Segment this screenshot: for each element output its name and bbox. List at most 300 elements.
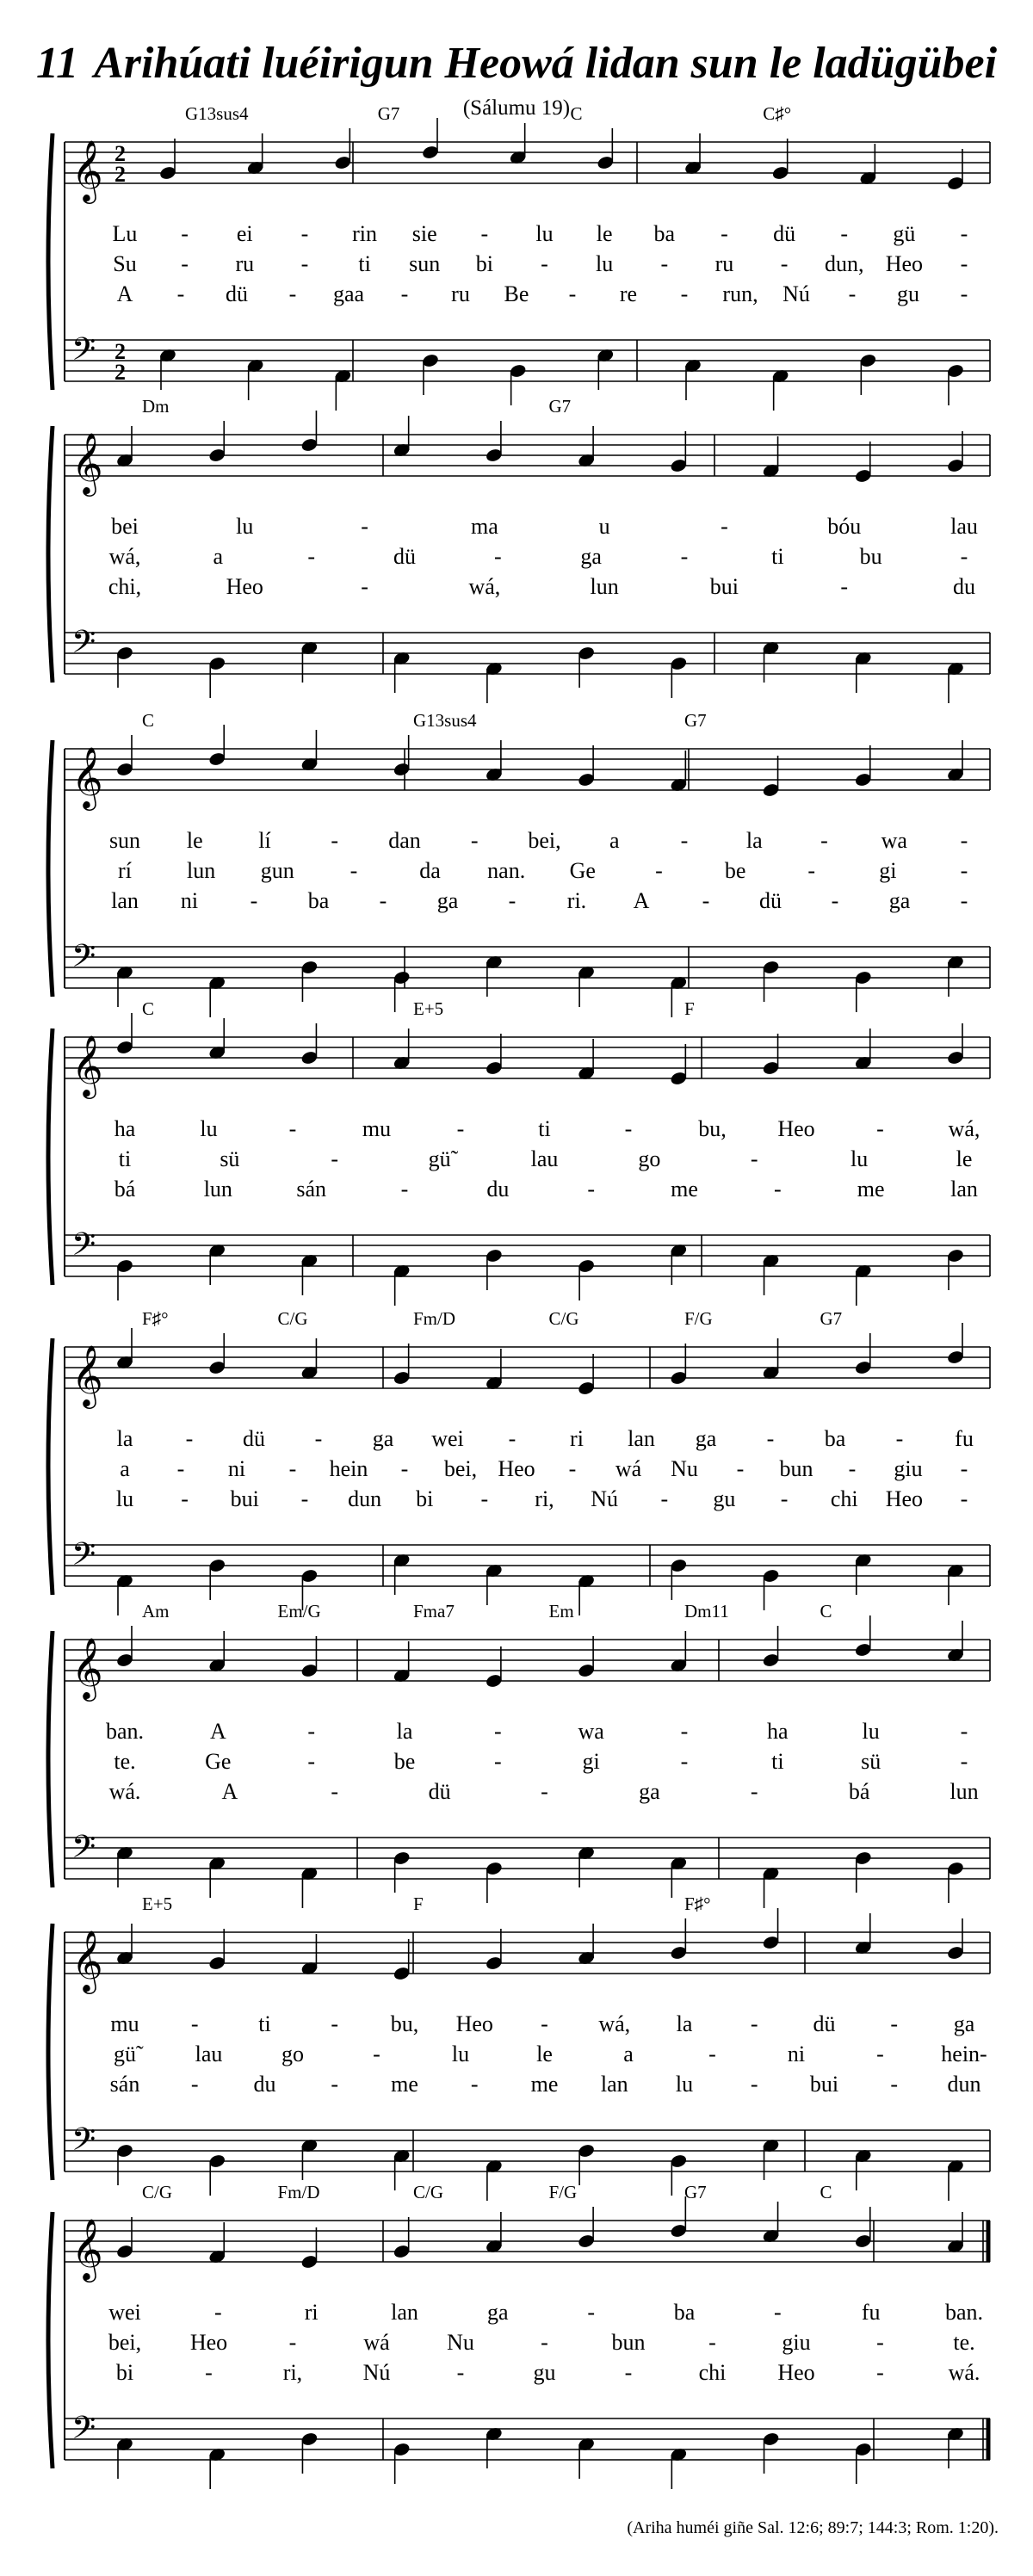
lyric-syllable: -	[587, 1177, 596, 1202]
lyric-syllable: ga	[888, 888, 911, 913]
lyric-syllable: -	[780, 251, 789, 276]
lyric-syllable: wá,	[468, 574, 501, 599]
lyric-syllable: da	[419, 858, 441, 883]
lyric-syllable: -	[840, 221, 849, 246]
lyric-syllable: lu	[115, 1486, 134, 1511]
lyric-syllable: ti	[771, 1749, 784, 1774]
chord-symbol: C/G	[413, 2182, 444, 2202]
lyric-syllable: -	[960, 1749, 968, 1774]
lyric-syllable: ti	[538, 1116, 551, 1141]
lyric-syllable: ba	[653, 221, 676, 246]
lyric-syllable: u	[598, 514, 610, 539]
lyric-syllable: -	[307, 1719, 316, 1744]
system-bracket	[48, 426, 53, 683]
lyric-syllable: bun	[779, 1456, 813, 1481]
lyric-syllable: bui	[809, 2072, 839, 2097]
lyric-syllable: Heo	[885, 251, 924, 276]
lyric-syllable: fu	[955, 1426, 974, 1451]
chord-symbol: Dm11	[684, 1601, 729, 1622]
lyric-syllable: bá	[114, 1177, 136, 1202]
lyric-syllable: lan	[950, 1177, 978, 1202]
lyric-syllable: -	[848, 281, 857, 306]
lyric-syllable: -	[379, 888, 387, 913]
lyric-syllable: wá	[363, 2330, 390, 2355]
lyric-syllable: -	[314, 1426, 323, 1451]
chord-symbol: C	[142, 710, 155, 731]
lyric-syllable: re	[619, 281, 638, 306]
lyric-syllable: bui	[709, 574, 739, 599]
lyric-syllable: be	[724, 858, 746, 883]
lyric-syllable: ga	[953, 2011, 975, 2036]
lyric-syllable: -	[831, 888, 839, 913]
lyric-syllable: -	[960, 1486, 968, 1511]
lyric-syllable: Nú	[591, 1486, 619, 1511]
lyric-syllable: ni	[227, 1456, 246, 1481]
lyric-syllable: lu	[675, 2072, 694, 2097]
lyric-syllable: Heo	[777, 1116, 815, 1141]
lyric-syllable: wá.	[108, 1779, 141, 1804]
system-bracket	[48, 1631, 53, 1887]
lyric-syllable: sun	[108, 828, 141, 853]
lyric-syllable: lun	[203, 1177, 232, 1202]
lyric-syllable: -	[480, 1486, 489, 1511]
lyric-syllable: gü	[893, 221, 916, 246]
lyric-syllable: wei	[108, 2300, 141, 2325]
lyric-syllable: ba	[673, 2300, 696, 2325]
lyric-syllable: ti	[771, 544, 784, 569]
lyric-syllable: -	[213, 2300, 222, 2325]
lyric-syllable: le	[186, 828, 203, 853]
lyric-syllable: lu	[596, 251, 614, 276]
lyric-syllable: -	[349, 858, 358, 883]
lyric-syllable: Heo	[455, 2011, 493, 2036]
lyric-syllable: -	[176, 1456, 185, 1481]
lyric-syllable: -	[766, 1426, 775, 1451]
lyric-syllable: Nu	[671, 1456, 698, 1481]
lyric-syllable: bi	[475, 251, 493, 276]
chord-symbol: F	[684, 998, 695, 1019]
lyric-syllable: ti	[258, 2011, 271, 2036]
lyric-syllable: ri.	[566, 888, 587, 913]
lyric-syllable: -	[288, 281, 297, 306]
lyric-syllable: run,	[722, 281, 758, 306]
song-subtitle: (Sálumu 19)	[462, 96, 571, 120]
lyric-syllable: -	[288, 1116, 297, 1141]
lyric-syllable: lu	[236, 514, 254, 539]
lyric-syllable: Ge	[205, 1749, 232, 1774]
bass-clef: 𝄢	[71, 625, 96, 667]
lyric-syllable: -	[456, 2360, 465, 2385]
lyric-syllable: dan	[388, 828, 421, 853]
lyric-syllable: -	[568, 1456, 577, 1481]
lyric-syllable: lu	[451, 2042, 470, 2066]
lyric-syllable: me	[530, 2072, 559, 2097]
lyric-syllable: -	[660, 251, 669, 276]
lyric-syllable: -	[960, 1456, 968, 1481]
chord-symbol: G7	[820, 1308, 843, 1329]
lyric-syllable: du	[953, 574, 975, 599]
lyric-syllable: bei	[111, 514, 139, 539]
lyric-syllable: -	[890, 2011, 899, 2036]
song-number: 11	[35, 39, 79, 88]
chord-symbol: Em	[548, 1601, 574, 1622]
lyric-syllable: Su	[113, 251, 137, 276]
chord-symbol: C/G	[142, 2182, 173, 2202]
lyric-syllable: gu	[533, 2360, 556, 2385]
lyric-syllable: -	[541, 251, 548, 276]
lyric-syllable: lau	[530, 1146, 559, 1171]
lyric-syllable: -	[750, 1146, 758, 1171]
lyric-syllable: -	[250, 888, 258, 913]
lyric-syllable: -	[840, 574, 849, 599]
lyric-syllable: -	[181, 251, 189, 276]
lyric-syllable: -	[470, 828, 479, 853]
lyric-syllable: a	[609, 828, 620, 853]
lyric-syllable: dun	[348, 1486, 382, 1511]
lyric-syllable: Heo	[189, 2330, 228, 2355]
chord-symbol: G7	[377, 103, 400, 124]
lyric-syllable: lu	[851, 1146, 869, 1171]
treble-clef: 𝄞	[71, 1347, 103, 1405]
lyric-syllable: lun	[590, 574, 619, 599]
lyric-syllable: -	[181, 221, 189, 246]
lyric-syllable: A	[116, 281, 133, 306]
lyric-syllable: la	[676, 2011, 693, 2036]
lyric-syllable: -	[400, 281, 409, 306]
lyric-syllable: lu	[535, 221, 554, 246]
lyric-syllable: ru	[235, 251, 255, 276]
bass-clef: 𝄢	[71, 1227, 96, 1269]
lyric-syllable: la	[396, 1719, 413, 1744]
lyric-syllable: -	[493, 1749, 502, 1774]
chord-symbol: G7	[684, 710, 707, 731]
lyric-syllable: bu,	[698, 1116, 727, 1141]
lyric-syllable: lu	[200, 1116, 218, 1141]
lyric-syllable: -	[780, 1486, 789, 1511]
lyric-syllable: te.	[114, 1749, 136, 1774]
lyric-syllable: -	[508, 1426, 516, 1451]
lyric-syllable: go	[638, 1146, 661, 1171]
lyric-syllable: -	[205, 2360, 213, 2385]
lyric-syllable: nan.	[487, 858, 526, 883]
lyric-syllable: bá	[848, 1779, 870, 1804]
lyric-syllable: ri,	[535, 1486, 554, 1511]
lyric-syllable: -	[960, 221, 968, 246]
chord-symbol: G13sus4	[413, 710, 477, 731]
lyric-syllable: ti	[358, 251, 371, 276]
time-signature-top: 2	[114, 141, 126, 166]
chord-symbol: Fma7	[413, 1601, 455, 1622]
scripture-footnote: (Ariha huméi giñe Sal. 12:6; 89:7; 144:3; Rom. 1:20).	[627, 2518, 999, 2537]
chord-symbol: G13sus4	[185, 103, 249, 124]
lyric-syllable: -	[331, 2011, 339, 2036]
lyric-syllable: mu	[110, 2011, 139, 2036]
lyric-syllable: dü	[813, 2011, 836, 2036]
lyric-syllable: -	[680, 1719, 689, 1744]
lyric-syllable: -	[680, 281, 689, 306]
lyric-syllable: -	[300, 251, 309, 276]
lyric-syllable: hein	[329, 1456, 368, 1481]
treble-clef: 𝄞	[71, 1640, 103, 1698]
lyric-syllable: -	[848, 1456, 857, 1481]
chord-symbol: F♯°	[142, 1308, 169, 1329]
bass-clef: 𝄢	[71, 2122, 96, 2165]
lyric-syllable: -	[624, 2360, 633, 2385]
lyric-syllable: -	[680, 1749, 689, 1774]
lyric-syllable: lan	[391, 2300, 418, 2325]
lyric-syllable: Lu	[112, 221, 138, 246]
lyric-syllable: -	[176, 281, 185, 306]
lyric-syllable: wa	[578, 1719, 604, 1744]
chord-symbol: G7	[684, 2182, 707, 2202]
lyric-syllable: ga	[487, 2300, 509, 2325]
chord-symbol: C	[142, 998, 155, 1019]
lyric-syllable: -	[960, 858, 968, 883]
lyric-syllable: -	[960, 888, 968, 913]
lyric-syllable: ei	[236, 221, 253, 246]
lyric-syllable: me	[671, 1177, 698, 1202]
treble-clef: 𝄞	[71, 142, 103, 201]
lyric-syllable: -	[508, 888, 516, 913]
lyric-syllable: te.	[953, 2330, 975, 2355]
lyric-syllable: -	[493, 544, 502, 569]
chord-symbol: Am	[142, 1601, 170, 1622]
time-signature-bottom: 2	[114, 162, 126, 187]
chord-symbol: C	[570, 103, 583, 124]
lyric-syllable: la	[116, 1426, 133, 1451]
lyric-syllable: ma	[470, 514, 498, 539]
lyric-syllable: -	[361, 574, 368, 599]
lyric-syllable: ni	[787, 2042, 806, 2066]
chord-symbol: C♯°	[763, 103, 792, 124]
lyric-syllable: dü	[243, 1426, 265, 1451]
lyric-syllable: Heo	[885, 1486, 924, 1511]
lyric-syllable: go	[281, 2042, 304, 2066]
lyric-syllable: a	[623, 2042, 634, 2066]
lyric-syllable: -	[660, 1486, 669, 1511]
lyric-syllable: lan	[600, 2072, 628, 2097]
lyric-syllable: ri,	[282, 2360, 303, 2385]
lyric-syllable: wa	[881, 828, 907, 853]
lyric-syllable: -	[750, 1779, 758, 1804]
lyric-syllable: gun	[260, 858, 294, 883]
chord-symbol: F♯°	[684, 1893, 711, 1914]
lyric-syllable: mu	[362, 1116, 392, 1141]
treble-clef: 𝄞	[71, 749, 103, 807]
lyric-syllable: bui	[230, 1486, 259, 1511]
treble-clef: 𝄞	[71, 435, 103, 493]
lyric-syllable: wá	[615, 1456, 642, 1481]
lyric-syllable: -	[400, 1456, 409, 1481]
treble-clef: 𝄞	[71, 2221, 103, 2279]
lyric-syllable: lí	[258, 828, 271, 853]
lyric-syllable: ban.	[944, 2300, 984, 2325]
lyric-syllable: -	[890, 2072, 899, 2097]
system-bracket	[48, 1029, 53, 1285]
lyric-syllable: -	[773, 2300, 782, 2325]
system-3	[48, 710, 990, 1017]
lyric-syllable: -	[736, 1456, 745, 1481]
lyric-syllable: -	[876, 2042, 884, 2066]
lyric-syllable: -	[331, 1779, 339, 1804]
lyric-syllable: -	[876, 2360, 884, 2385]
lyric-syllable: chi	[698, 2360, 727, 2385]
lyric-syllable: lan	[628, 1426, 655, 1451]
system-1	[48, 103, 990, 411]
lyric-syllable: A	[209, 1719, 226, 1744]
lyric-syllable: bei,	[528, 828, 561, 853]
lyric-syllable: -	[190, 2011, 199, 2036]
lyric-syllable: le	[536, 2042, 553, 2066]
chord-symbol: C/G	[277, 1308, 308, 1329]
lyric-syllable: ga	[639, 1779, 660, 1804]
bass-clef: 𝄢	[71, 1537, 96, 1579]
lyric-syllable: chi	[830, 1486, 858, 1511]
lyric-syllable: bei,	[108, 2330, 142, 2355]
lyric-syllable: rí	[118, 858, 132, 883]
lyric-syllable: lan	[111, 888, 139, 913]
lyric-syllable: -	[750, 2072, 758, 2097]
lyric-syllable: -	[960, 1719, 968, 1744]
chord-symbol: Fm/D	[277, 2182, 320, 2202]
lyric-syllable: -	[960, 281, 968, 306]
lyric-syllable: giu	[894, 1456, 923, 1481]
lyric-syllable: A	[633, 888, 650, 913]
lyric-syllable: ri	[304, 2300, 319, 2325]
lyric-syllable: sie	[411, 221, 437, 246]
lyric-syllable: fu	[861, 2300, 881, 2325]
chord-symbol: Fm/D	[413, 1308, 456, 1329]
lyric-syllable: wei	[431, 1426, 464, 1451]
lyric-syllable: Heo	[226, 574, 263, 599]
system-bracket	[48, 2212, 53, 2468]
lyric-syllable: ba	[307, 888, 330, 913]
lyric-syllable: ha	[767, 1719, 789, 1744]
lyric-syllable: -	[680, 828, 689, 853]
lyric-syllable: -	[181, 1486, 189, 1511]
lyric-syllable: -	[541, 1779, 548, 1804]
time-signature-bottom: 2	[114, 360, 126, 385]
lyric-syllable: gu	[713, 1486, 736, 1511]
treble-clef: 𝄞	[71, 1037, 103, 1096]
bass-clef: 𝄢	[71, 332, 96, 374]
lyric-syllable: du	[486, 1177, 510, 1202]
lyric-syllable: sun	[409, 251, 441, 276]
lyric-syllable: -	[307, 544, 316, 569]
lyric-syllable: -	[960, 828, 968, 853]
chord-symbol: E+5	[413, 998, 444, 1019]
lyric-syllable: dü	[428, 1779, 451, 1804]
lyric-syllable: -	[190, 2072, 199, 2097]
lyric-syllable: -	[480, 221, 489, 246]
lyric-syllable: lun	[187, 858, 216, 883]
chord-symbol: G7	[548, 396, 572, 417]
lyric-syllable: dun	[947, 2072, 981, 2097]
lyric-syllable: Ge	[569, 858, 596, 883]
lyric-syllable: -	[750, 2011, 758, 2036]
lyric-syllable: bi	[416, 1486, 434, 1511]
lyric-syllable: -	[331, 828, 339, 853]
lyric-syllable: -	[470, 2072, 479, 2097]
lyric-syllable: lau	[195, 2042, 223, 2066]
lyric-syllable: dü	[773, 221, 796, 246]
lyric-syllable: -	[655, 858, 663, 883]
lyric-syllable: ha	[114, 1116, 136, 1141]
lyric-syllable: lau	[950, 514, 978, 539]
lyric-syllable: gü̃	[428, 1146, 451, 1171]
lyric-syllable: -	[876, 2330, 884, 2355]
lyric-syllable: -	[288, 1456, 297, 1481]
bass-clef: 𝄢	[71, 939, 96, 981]
lyric-syllable: -	[702, 888, 710, 913]
lyric-syllable: gu	[897, 281, 919, 306]
lyric-syllable: hein-	[941, 2042, 987, 2066]
lyric-syllable: -	[307, 1749, 316, 1774]
lyric-syllable: -	[807, 858, 816, 883]
lyric-syllable: ga	[372, 1426, 394, 1451]
system-bracket	[48, 1338, 53, 1595]
lyric-syllable: -	[493, 1719, 502, 1744]
lyric-syllable: sü	[220, 1146, 240, 1171]
system-4	[48, 998, 990, 1306]
system-5	[48, 1308, 990, 1615]
lyric-syllable: Heo	[777, 2360, 815, 2385]
lyric-syllable: Be	[504, 281, 529, 306]
chord-symbol: F	[413, 1893, 424, 1914]
lyric-syllable: gi	[582, 1749, 600, 1774]
lyric-syllable: wá,	[948, 1116, 980, 1141]
lyric-syllable: ri	[570, 1426, 584, 1451]
lyric-syllable: -	[587, 2300, 596, 2325]
chord-symbol: C/G	[548, 1308, 579, 1329]
system-2	[48, 396, 990, 703]
lyric-syllable: -	[361, 514, 368, 539]
song-title: Arihúati luéirigun Heowá lidan sun le ladügübei	[94, 39, 998, 88]
lyric-syllable: ru	[451, 281, 470, 306]
system-7	[48, 1893, 990, 2201]
lyric-syllable: -	[721, 221, 728, 246]
lyric-syllable: gü̃	[114, 2042, 136, 2066]
system-8	[48, 2182, 990, 2489]
lyric-syllable: a	[213, 544, 224, 569]
lyric-syllable: ga	[436, 888, 459, 913]
lyric-syllable: lun	[949, 1779, 979, 1804]
lyric-syllable: bei,	[443, 1456, 478, 1481]
lyric-syllable: -	[680, 544, 689, 569]
lyric-syllable: -	[300, 1486, 309, 1511]
time-signature-top: 2	[114, 339, 126, 364]
bass-clef: 𝄢	[71, 1830, 96, 1872]
lyric-syllable: giu	[782, 2330, 811, 2355]
lyric-syllable: be	[393, 1749, 416, 1774]
lyric-syllable: -	[568, 281, 577, 306]
lyric-syllable: ga	[695, 1426, 717, 1451]
lyric-syllable: -	[331, 1146, 339, 1171]
lyric-syllable: wá,	[598, 2011, 631, 2036]
lyric-syllable: dü	[759, 888, 782, 913]
lyric-syllable: -	[820, 828, 828, 853]
lyric-syllable: rin	[352, 221, 378, 246]
lyric-syllable: du	[253, 2072, 276, 2097]
lyric-syllable: bóu	[827, 514, 862, 539]
lyric-syllable: -	[400, 1177, 409, 1202]
treble-clef: 𝄞	[71, 1932, 103, 1991]
chord-symbol: E+5	[142, 1893, 173, 1914]
lyric-syllable: -	[541, 2330, 548, 2355]
lyric-syllable: ti	[118, 1146, 132, 1171]
lyric-syllable: -	[721, 514, 728, 539]
lyric-syllable: Nú	[782, 281, 810, 306]
